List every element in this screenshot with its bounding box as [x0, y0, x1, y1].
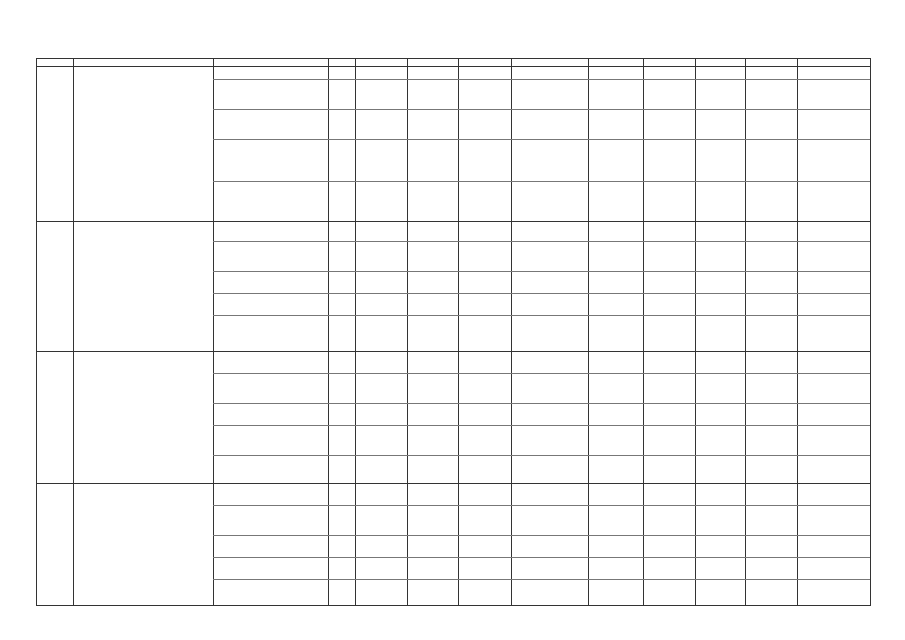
sub-row-divider: [213, 425, 870, 426]
column-divider: [511, 59, 512, 605]
sub-row-divider: [213, 535, 870, 536]
row-group-divider: [37, 351, 870, 352]
sub-row-divider: [213, 139, 870, 140]
column-divider: [588, 59, 589, 605]
sub-row-divider: [213, 455, 870, 456]
page-number: [440, 34, 470, 44]
row-group-divider: [37, 483, 870, 484]
sub-row-divider: [213, 241, 870, 242]
sub-row-divider: [213, 181, 870, 182]
sub-row-divider: [213, 505, 870, 506]
sub-row-divider: [213, 403, 870, 404]
column-divider: [355, 59, 356, 605]
sub-row-divider: [213, 579, 870, 580]
sub-row-divider: [213, 557, 870, 558]
sub-row-divider: [213, 293, 870, 294]
column-divider: [407, 59, 408, 605]
column-divider: [695, 59, 696, 605]
column-divider: [328, 59, 329, 605]
column-divider: [745, 59, 746, 605]
row-group-divider: [37, 221, 870, 222]
column-divider: [458, 59, 459, 605]
sub-row-divider: [213, 79, 870, 80]
sub-row-divider: [213, 373, 870, 374]
column-divider: [73, 59, 74, 605]
column-divider: [213, 59, 214, 605]
sub-row-divider: [213, 109, 870, 110]
sub-row-divider: [213, 271, 870, 272]
column-divider: [797, 59, 798, 605]
budget-table: [36, 58, 871, 606]
column-divider: [643, 59, 644, 605]
sub-row-divider: [213, 315, 870, 316]
